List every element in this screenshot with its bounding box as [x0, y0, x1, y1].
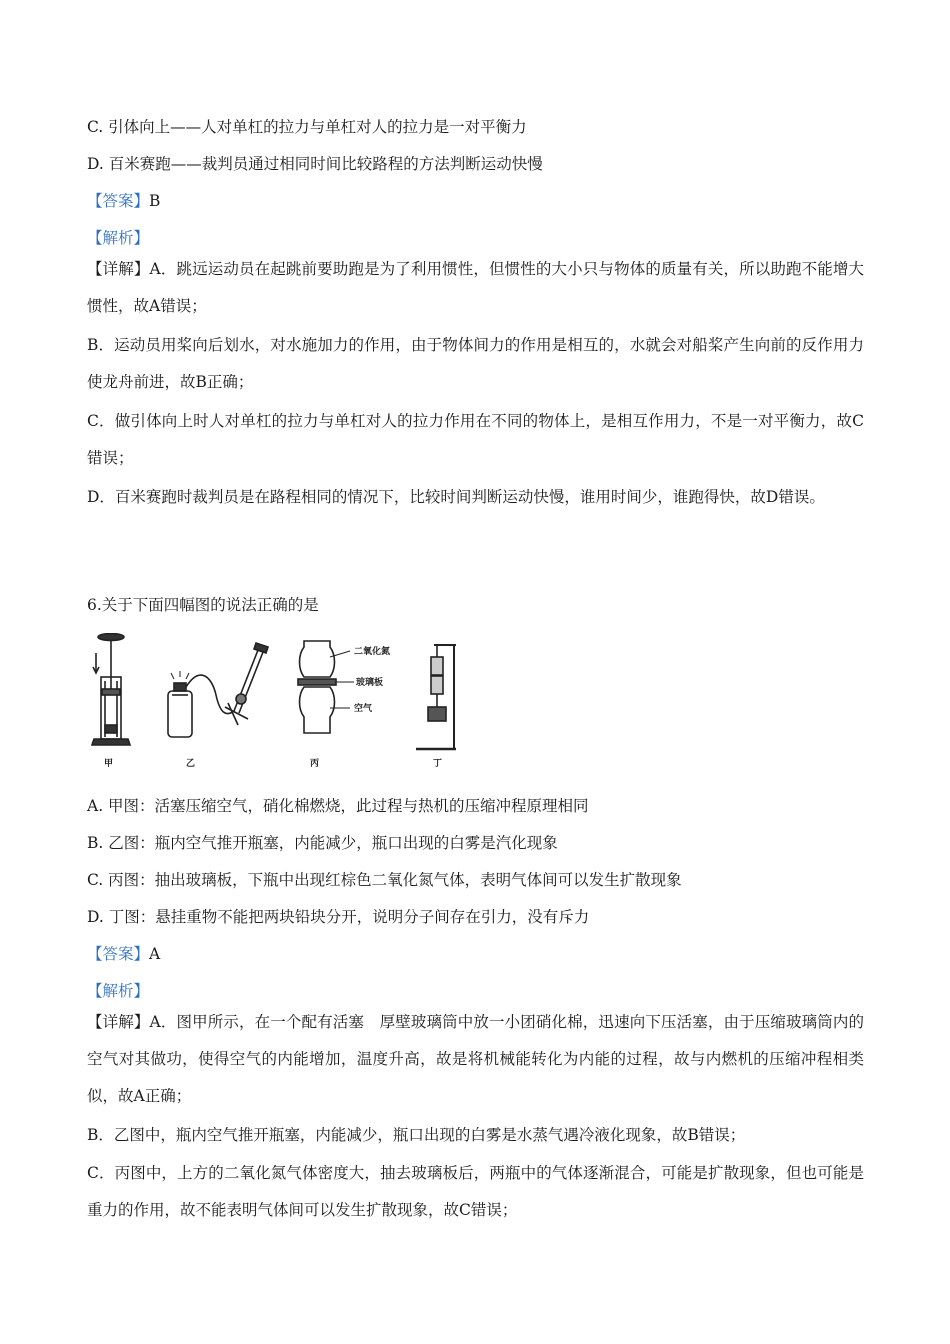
q6-option-a: A. 甲图：活塞压缩空气，硝化棉燃烧，此过程与热机的压缩冲程原理相同: [87, 797, 589, 815]
q6-answer: [87, 944, 160, 964]
q5-analysis-tag: 【解析】: [87, 229, 150, 247]
q6-detail-a: 【详解】A．图甲所示，在一个配有活塞 厚壁玻璃筒中放一小团硝化棉，迅速向下压活塞，由于压缩玻璃筒内的空气对其做功，使得空气的内能增加，温度升高，故是将机械能转化为内能的过程，故与内燃机的压缩冲程相类似，故A正确；: [87, 1013, 864, 1105]
q5-detail-d: D．百米赛跑时裁判员是在路程相同的情况下，比较时间判断运动快慢，谁用时间少，谁跑得快，故D错误。: [87, 488, 825, 506]
answer-tag: 【答案】: [87, 192, 150, 210]
q6-figures: [88, 633, 468, 773]
q5-option-c: C. 引体向上——人对单杠的拉力与单杠对人的拉力是一对平衡力: [87, 118, 527, 136]
q6-analysis-tag: 【解析】: [87, 982, 150, 1000]
figure-caption-yi: 乙: [186, 758, 196, 768]
figure-caption-bing: 丙: [310, 758, 320, 768]
figure-jia-piston-cylinder: [92, 634, 130, 746]
q6-detail-c: C．丙图中，上方的二氧化氮气体密度大，抽去玻璃板后，两瓶中的气体逐渐混合，可能是扩散现象，但也可能是重力的作用，故不能表明气体间可以发生扩散现象，故C错误；: [87, 1164, 864, 1219]
q5-detail-c: C．做引体向上时人对单杠的拉力与单杠对人的拉力作用在不同的物体上，是相互作用力，不是一对平衡力，故C错误；: [87, 412, 864, 467]
q6-figures-svg: [88, 633, 468, 773]
figure-yi-bottle-pump: [168, 643, 268, 737]
answer-value: B: [149, 192, 161, 210]
q6-detail-b: B．乙图中，瓶内空气推开瓶塞，内能减少，瓶口出现的白雾是水蒸气遇冷液化现象，故B错误；: [87, 1126, 746, 1144]
q5-option-d: D. 百米赛跑——裁判员通过相同时间比较路程的方法判断运动快慢: [87, 155, 543, 173]
q5-detail-a: 【详解】A．跳远运动员在起跳前要助跑是为了利用惯性，但惯性的大小只与物体的质量有关，所以助跑不能增大惯性，故A错误；: [87, 260, 864, 315]
figure-caption-jia: 甲: [104, 758, 114, 768]
answer-tag: 【答案】: [87, 945, 150, 963]
q6-option-b: B. 乙图：瓶内空气推开瓶塞，内能减少，瓶口出现的白雾是汽化现象: [87, 834, 558, 852]
q5-answer: [87, 191, 160, 211]
figure-label-air: 空气: [354, 703, 373, 713]
q6-stem: 6.关于下面四幅图的说法正确的是: [87, 596, 319, 614]
q6-option-d: D. 丁图：悬挂重物不能把两块铅块分开，说明分子间存在引力，没有斥力: [87, 908, 590, 926]
figure-label-no2: 二氧化氮: [354, 646, 391, 656]
q5-detail-b: B．运动员用桨向后划水，对水施加力的作用，由于物体间力的作用是相互的，水就会对船桨产生向前的反作用力使龙舟前进，故B正确；: [87, 336, 864, 391]
figure-label-glass-plate: 玻璃板: [356, 677, 384, 687]
answer-value: A: [149, 945, 161, 963]
figure-bing-gas-jars: [298, 641, 354, 733]
figure-ding-lead-blocks: [416, 645, 456, 749]
figure-caption-ding: 丁: [433, 758, 443, 768]
q6-option-c: C. 丙图：抽出玻璃板，下瓶中出现红棕色二氧化氮气体，表明气体间可以发生扩散现象: [87, 871, 682, 889]
